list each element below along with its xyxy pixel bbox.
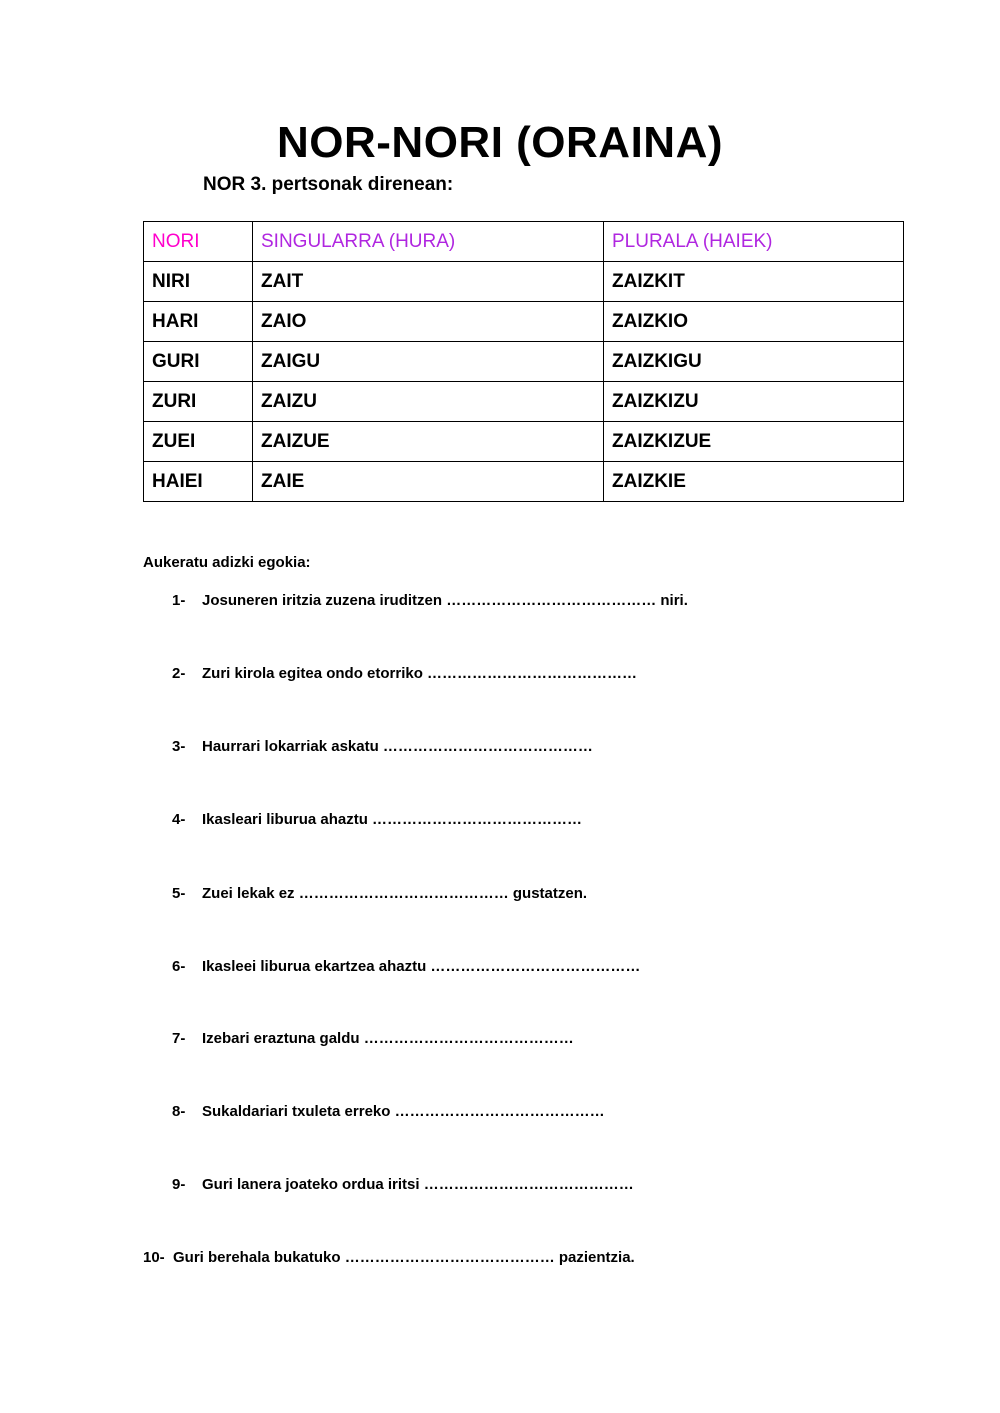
header-nori: NORI <box>144 222 253 262</box>
exercise-text: Josuneren iritzia zuzena iruditzen …………………………………… niri. <box>202 592 688 609</box>
exercise-item <box>172 1176 634 1193</box>
exercise-text: Ikasleei liburua ekartzea ahaztu …………………………………… <box>202 958 641 975</box>
exercise-text: Ikasleari liburua ahaztu …………………………………… <box>202 811 583 828</box>
exercise-number: 1- <box>172 592 186 609</box>
exercise-text: Zuri kirola egitea ondo etorriko …………………………………… <box>202 665 638 682</box>
table-cell: HAIEI <box>144 462 253 502</box>
exercise-number: 2- <box>172 665 186 682</box>
table-row <box>144 262 904 302</box>
exercise-number: 4- <box>172 811 186 828</box>
page-title: NOR-NORI (ORAINA) <box>276 118 723 167</box>
exercise-item <box>172 1030 574 1047</box>
exercise-item <box>172 811 582 828</box>
table-cell: ZAIZKIZU <box>604 382 904 422</box>
header-plurala: PLURALA (HAIEK) <box>604 222 904 262</box>
exercise-text: Guri lanera joateko ordua iritsi …………………………………… <box>202 1176 634 1193</box>
table-cell: ZAIT <box>253 262 604 302</box>
exercise-number: 10- <box>143 1249 165 1266</box>
table-cell: ZURI <box>144 382 253 422</box>
instructions: Aukeratu adizki egokia: <box>143 554 311 571</box>
exercise-text: Sukaldariari txuleta erreko …………………………………… <box>202 1103 605 1120</box>
table-cell: GURI <box>144 342 253 382</box>
table-row <box>144 462 904 502</box>
exercise-number: 5- <box>172 885 186 902</box>
table-cell: NIRI <box>144 262 253 302</box>
exercise-number: 6- <box>172 958 186 975</box>
table-cell: ZUEI <box>144 422 253 462</box>
exercise-text: Izebari eraztuna galdu …………………………………… <box>202 1030 574 1047</box>
table-cell: ZAIZKIO <box>604 302 904 342</box>
exercise-item <box>172 592 688 609</box>
exercise-item <box>172 665 637 682</box>
page-subtitle: NOR 3. pertsonak direnean: <box>203 174 454 195</box>
exercise-item <box>172 885 587 902</box>
table-cell: ZAIZKIZUE <box>604 422 904 462</box>
table-row <box>144 302 904 342</box>
table-row <box>144 382 904 422</box>
exercise-text: Guri berehala bukatuko …………………………………… pazientzia. <box>173 1249 635 1266</box>
table-cell: ZAIZKIGU <box>604 342 904 382</box>
exercise-text: Zuei lekak ez …………………………………… gustatzen. <box>202 885 588 902</box>
exercise-number: 9- <box>172 1176 186 1193</box>
table-cell: ZAIZU <box>253 382 604 422</box>
table-cell: ZAIE <box>253 462 604 502</box>
table-cell: ZAIO <box>253 302 604 342</box>
header-singularra: SINGULARRA (HURA) <box>253 222 604 262</box>
exercise-item <box>172 958 640 975</box>
table-cell: HARI <box>144 302 253 342</box>
table-row <box>144 422 904 462</box>
exercise-text: Haurrari lokarriak askatu …………………………………… <box>202 738 593 755</box>
table-cell: ZAIZKIT <box>604 262 904 302</box>
table-row <box>144 342 904 382</box>
exercise-number: 7- <box>172 1030 186 1047</box>
table-cell: ZAIZKIE <box>604 462 904 502</box>
conjugation-table <box>143 221 904 502</box>
exercise-item <box>172 1103 605 1120</box>
exercise-item <box>143 1249 635 1266</box>
exercise-item <box>172 738 593 755</box>
table-cell: ZAIZUE <box>253 422 604 462</box>
table-header-row <box>144 222 904 262</box>
table-cell: ZAIGU <box>253 342 604 382</box>
exercise-number: 8- <box>172 1103 186 1120</box>
exercise-number: 3- <box>172 738 186 755</box>
